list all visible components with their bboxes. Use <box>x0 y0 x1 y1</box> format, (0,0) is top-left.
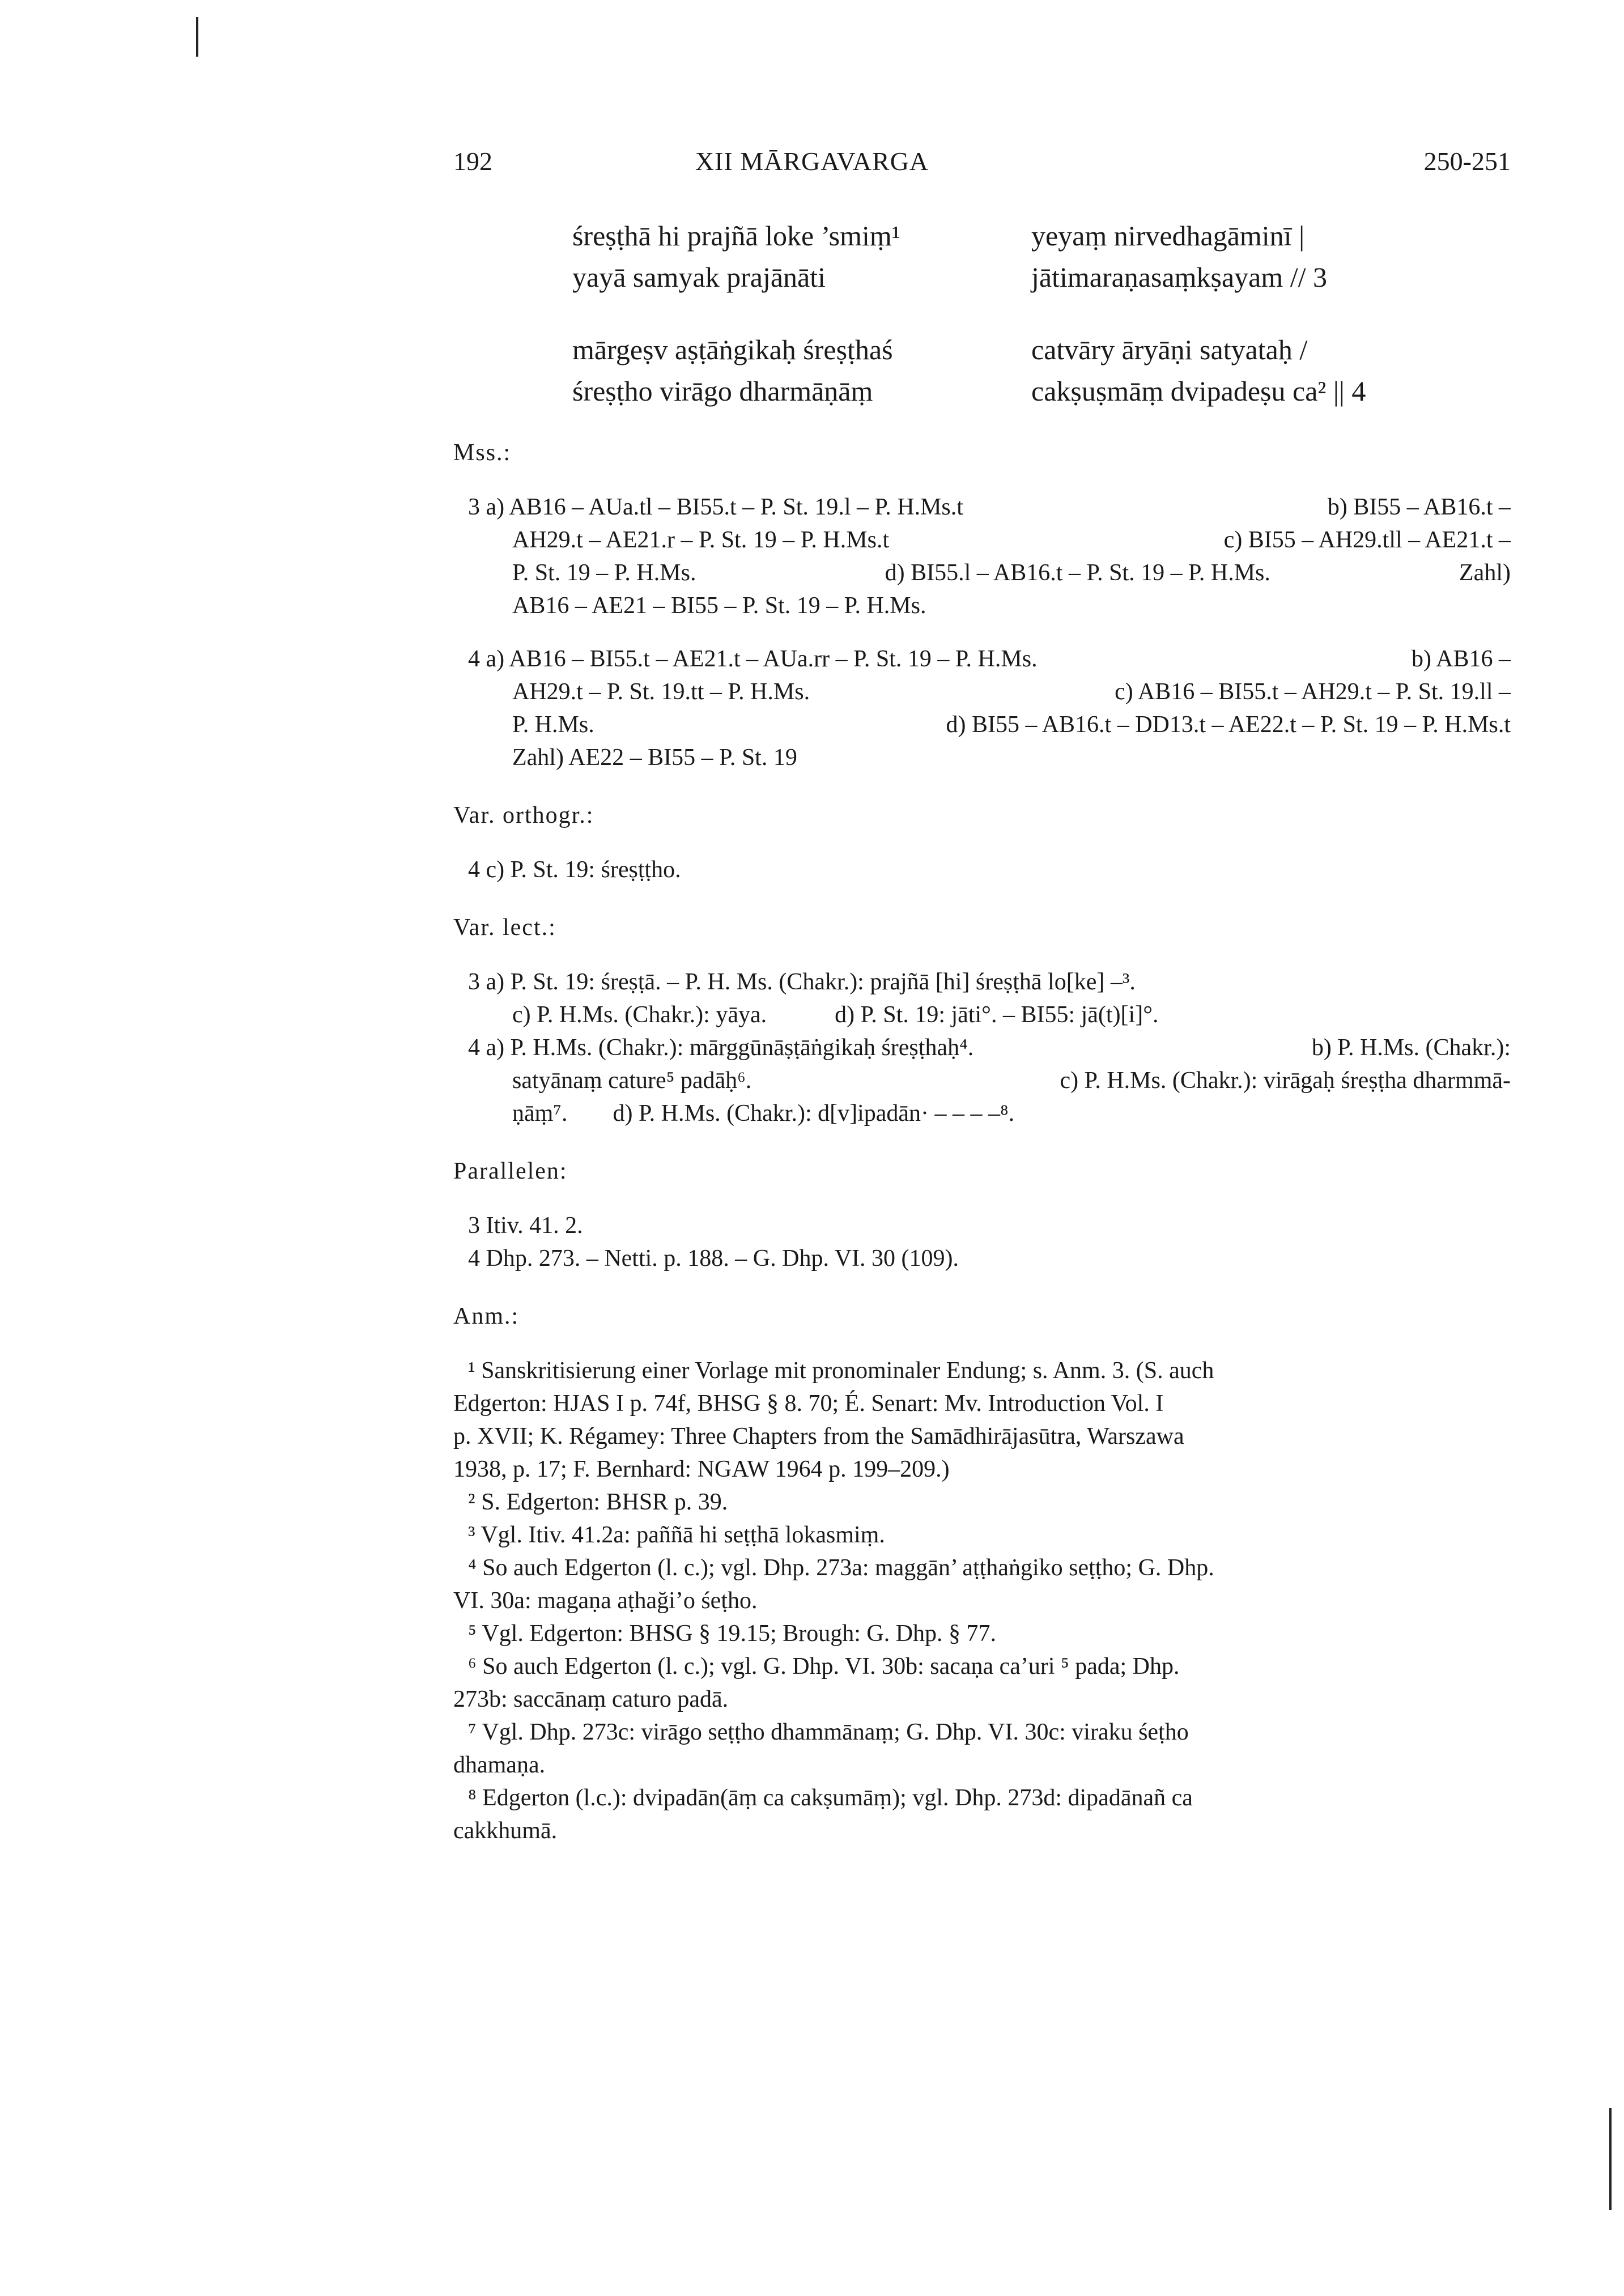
mss-line: P. St. 19 – P. H.Ms. d) BI55.l – AB16.t – P. St. 19 – P. H.Ms. Zahl) <box>512 560 1511 586</box>
parallel-line: 4 Dhp. 273. – Netti. p. 188. – G. Dhp. VI. 30 (109). <box>468 1245 959 1272</box>
footnote-line: p. XVII; K. Régamey: Three Chapters from the Samādhirājasūtra, Warszawa <box>453 1423 1184 1449</box>
verse-pada-b: yeyaṃ nirvedhagāminī | <box>1031 220 1305 252</box>
footnote <box>453 1551 1511 1617</box>
verse-pada-a: śreṣṭho virāgo dharmāṇāṃ <box>572 375 873 407</box>
section-heading-var-orthogr: Var. orthogr.: <box>453 802 594 828</box>
footnote-line: ² S. Edgerton: BHSR p. 39. <box>468 1489 728 1515</box>
footnotes-block <box>453 1354 1511 1847</box>
mss-line: AH29.t – P. St. 19.tt – P. H.Ms. c) AB16 – BI55.t – AH29.t – P. St. 19.ll – <box>512 679 1511 705</box>
verse-pada-b: catvāry āryāṇi satyataḥ / <box>1031 334 1308 365</box>
footnote <box>453 1650 1511 1716</box>
verse-pada-b: jātimaraṇasaṃkṣayam // 3 <box>1031 261 1328 293</box>
footnote-line: 1938, p. 17; F. Bernhard: NGAW 1964 p. 199–209.) <box>453 1456 950 1482</box>
footnote-line: Edgerton: HJAS I p. 74f, BHSG § 8. 70; É. Senart: Mv. Introduction Vol. I <box>453 1391 1164 1417</box>
footnote-line: ³ Vgl. Itiv. 41.2a: paññā hi seṭṭhā lokasmiṃ. <box>468 1522 885 1548</box>
section-heading-anm: Anm.: <box>453 1303 520 1329</box>
section-heading-var-lect: Var. lect.: <box>453 915 556 941</box>
var-lect-block <box>468 966 1511 1130</box>
verse-pada-a: śreṣṭhā hi prajñā loke ’smiṃ¹ <box>572 220 900 252</box>
verse-range: 250-251 <box>1423 147 1511 176</box>
var-lect-line: 3 a) P. St. 19: śreṣṭā. – P. H. Ms. (Chakr.): prajñā [hi] śreṣṭhā lo[ke] –³. <box>468 969 1136 995</box>
footnote-line: cakkhumā. <box>453 1818 558 1844</box>
var-lect-line: 4 a) P. H.Ms. (Chakr.): mārggūnāṣṭāṅgikaḥ śreṣṭhaḥ⁴. b) P. H.Ms. (Chakr.): <box>468 1035 1511 1061</box>
var-orthogr-line: 4 c) P. St. 19: śreṣṭṭho. <box>468 857 681 883</box>
var-lect-line: satyānaṃ cature⁵ padāḥ⁶. c) P. H.Ms. (Chakr.): virāgaḥ śreṣṭha dharmmā- <box>512 1068 1511 1094</box>
mss-block <box>468 491 1511 774</box>
footnote-line: 273b: saccānaṃ caturo padā. <box>453 1686 729 1712</box>
footnote-line: ⁷ Vgl. Dhp. 273c: virāgo seṭṭho dhammānaṃ; G. Dhp. VI. 30c: viraku śeṭho <box>468 1719 1189 1745</box>
footnote-line: dhamaṇa. <box>453 1752 546 1778</box>
running-title: XII MĀRGAVARGA <box>695 147 929 176</box>
footnote-line: ⁶ So auch Edgerton (l. c.); vgl. G. Dhp. VI. 30b: sacaṇa ca’uri ⁵ pada; Dhp. <box>468 1653 1180 1680</box>
verse-pada-a: yayā samyak prajānāti <box>572 261 826 293</box>
var-orthogr-block <box>468 853 1511 886</box>
footnote <box>453 1617 1511 1650</box>
mss-line: AB16 – AE21 – BI55 – P. St. 19 – P. H.Ms. <box>512 593 926 619</box>
scan-edge-mark <box>196 17 198 57</box>
mss-line: AH29.t – AE21.r – P. St. 19 – P. H.Ms.t c) BI55 – AH29.tll – AE21.t – <box>512 527 1511 553</box>
footnote-line: ¹ Sanskritisierung einer Vorlage mit pronominaler Endung; s. Anm. 3. (S. auch <box>468 1358 1214 1384</box>
var-lect-line: c) P. H.Ms. (Chakr.): yāya. d) P. St. 19: jāti°. – BI55: jā(t)[i]°. <box>512 1002 1159 1028</box>
mss-line: Zahl) AE22 – BI55 – P. St. 19 <box>512 745 797 771</box>
verse-pada-a: mārgeṣv aṣṭāṅgikaḥ śreṣṭhaś <box>572 334 893 365</box>
footnote <box>453 1486 1511 1519</box>
parallelen-block <box>468 1209 1511 1275</box>
parallel-line: 3 Itiv. 41. 2. <box>468 1213 583 1239</box>
footnote-line: VI. 30a: magaṇa aṭhaği’o śeṭho. <box>453 1588 758 1614</box>
footnote <box>453 1716 1511 1781</box>
section-heading-parallelen: Parallelen: <box>453 1158 568 1184</box>
page-number: 192 <box>453 147 492 176</box>
footnote <box>453 1354 1511 1486</box>
section-heading-mss: Mss.: <box>453 440 512 466</box>
footnote <box>453 1781 1511 1847</box>
mss-line: P. H.Ms. d) BI55 – AB16.t – DD13.t – AE22.t – P. St. 19 – P. H.Ms.t <box>512 712 1511 738</box>
var-lect-line: ṇāṃ⁷. d) P. H.Ms. (Chakr.): d[v]ipadān· – – – –⁸. <box>512 1100 1015 1126</box>
scan-edge-mark <box>1609 2108 1612 2210</box>
footnote <box>453 1519 1511 1551</box>
footnote-line: ⁵ Vgl. Edgerton: BHSG § 19.15; Brough: G. Dhp. § 77. <box>468 1621 997 1647</box>
footnote-line: ⁸ Edgerton (l.c.): dvipadān(āṃ ca cakṣumāṃ); vgl. Dhp. 273d: dipadānañ ca <box>468 1785 1193 1811</box>
apparatus <box>453 436 1511 1847</box>
verse-pada-b: cakṣuṣmāṃ dvipadeṣu ca² || 4 <box>1031 375 1366 407</box>
mss-line: 3 a) AB16 – AUa.tl – BI55.t – P. St. 19.l – P. H.Ms.t b) BI55 – AB16.t – <box>468 494 1511 520</box>
footnote-line: ⁴ So auch Edgerton (l. c.); vgl. Dhp. 273a: maggān’ aṭṭhaṅgiko seṭṭho; G. Dhp. <box>468 1555 1214 1581</box>
mss-line: 4 a) AB16 – BI55.t – AE21.t – AUa.rr – P. St. 19 – P. H.Ms. b) AB16 – <box>468 646 1511 672</box>
